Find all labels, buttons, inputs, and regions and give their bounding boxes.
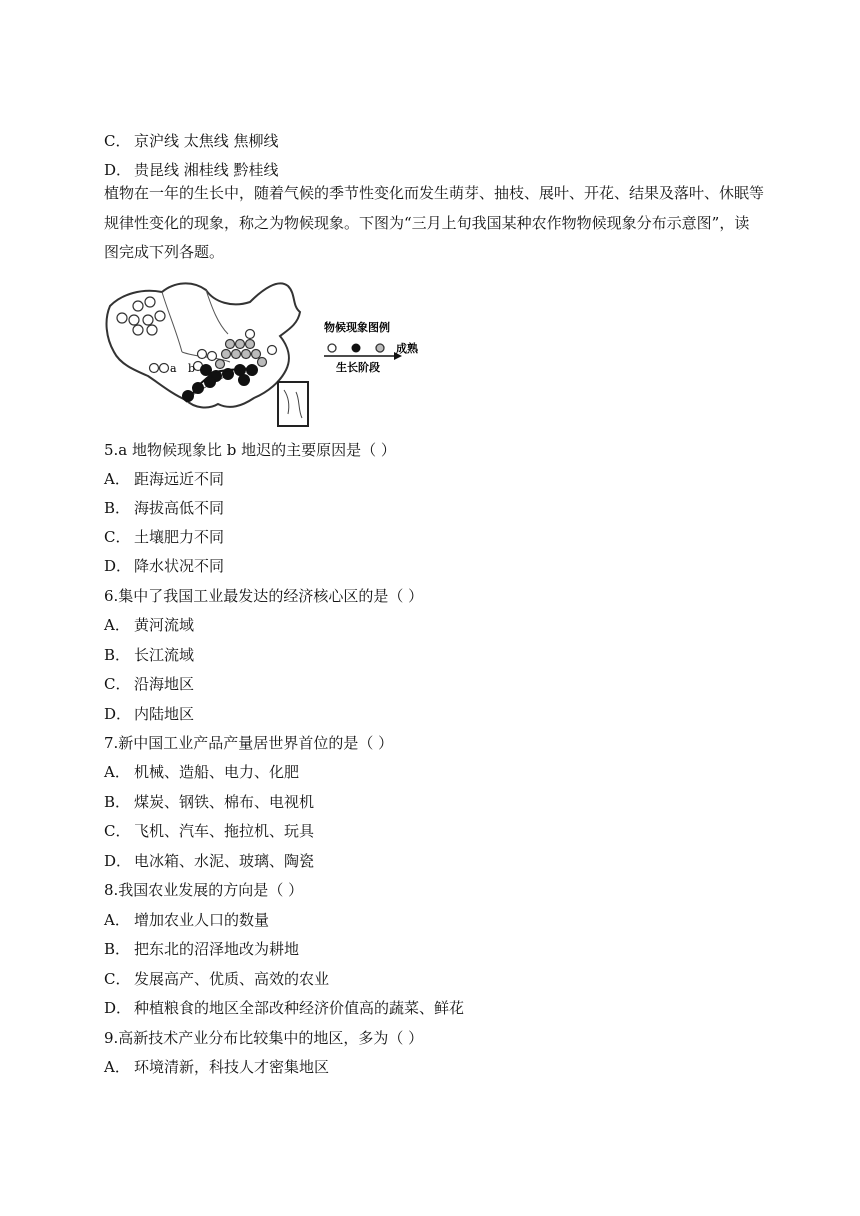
- option-letter: A．: [104, 763, 130, 781]
- option-text: 种植粮食的地区全部改种经济价值高的蔬菜、鲜花: [134, 999, 465, 1017]
- option-letter: D．: [104, 852, 132, 870]
- question-5-option-b: [104, 498, 224, 518]
- question-6-stem: 6.集中了我国工业最发达的经济核心区的是（ ）: [104, 587, 424, 605]
- option-text: 把东北的沼泽地改为耕地: [134, 940, 300, 958]
- option-letter: B．: [104, 646, 131, 664]
- option-letter: A．: [104, 616, 130, 634]
- legend-end-label: 成熟: [396, 342, 418, 355]
- question-7-option-d: [104, 851, 314, 871]
- question-7-stem: 7.新中国工业产品产量居世界首位的是（ ）: [104, 734, 394, 752]
- option-text: 机械、造船、电力、化肥: [134, 763, 300, 781]
- question-7-option-c: [104, 821, 314, 841]
- legend-open-circle: [328, 344, 336, 352]
- option-letter: D．: [104, 999, 132, 1017]
- option-letter: C．: [104, 528, 131, 546]
- option-letter: A．: [104, 470, 130, 488]
- option-text: 京沪线 太焦线 焦柳线: [134, 132, 279, 150]
- option-letter: D．: [104, 161, 132, 179]
- question-5-option-c: [104, 527, 224, 547]
- question-8-stem: 8.我国农业发展的方向是（ ）: [104, 881, 304, 899]
- option-text: 发展高产、优质、高效的农业: [134, 970, 330, 988]
- option-text: 降水状况不同: [134, 557, 225, 575]
- label-b: b: [188, 362, 196, 375]
- question-8-option-b: [104, 939, 299, 959]
- question-9-stem: 9.高新技术产业分布比较集中的地区，多为（ ）: [104, 1029, 424, 1047]
- question-5-option-d: [104, 556, 224, 576]
- option-text: 距海远近不同: [134, 470, 225, 488]
- option-text: 沿海地区: [134, 675, 195, 693]
- option-text: 电冰箱、水泥、玻璃、陶瓷: [134, 852, 315, 870]
- option-text: 土壤肥力不同: [134, 528, 225, 546]
- option-text: 环境清新，科技人才密集地区: [134, 1058, 330, 1076]
- option-d-prev: [104, 160, 279, 180]
- option-c-prev: [104, 131, 279, 151]
- option-letter: B．: [104, 940, 131, 958]
- option-letter: B．: [104, 499, 131, 517]
- question-6-option-b: [104, 645, 194, 665]
- question-8-option-c: [104, 969, 329, 989]
- legend-solid-circle: [352, 344, 361, 353]
- question-8-option-a: [104, 910, 269, 930]
- question-6-option-a: [104, 615, 194, 635]
- option-text: 黄河流域: [134, 616, 195, 634]
- option-letter: D．: [104, 557, 132, 575]
- legend-axis-label: 生长阶段: [336, 361, 380, 374]
- china-map: [102, 272, 432, 432]
- option-text: 飞机、汽车、拖拉机、玩具: [134, 822, 315, 840]
- question-6-option-d: [104, 704, 194, 724]
- south-china-sea-inset: [278, 382, 308, 426]
- legend-hatched-circle: [376, 344, 384, 352]
- option-text: 煤炭、钢铁、棉布、电视机: [134, 793, 315, 811]
- question-5-option-a: [104, 469, 224, 489]
- option-letter: B．: [104, 793, 131, 811]
- question-8-option-d: [104, 998, 464, 1018]
- legend: [324, 320, 419, 374]
- question-6-option-c: [104, 674, 194, 694]
- question-9-option-a: [104, 1057, 329, 1077]
- option-text: 增加农业人口的数量: [134, 911, 270, 929]
- question-7-option-b: [104, 792, 314, 812]
- option-text: 长江流域: [134, 646, 195, 664]
- option-text: 贵昆线 湘桂线 黔桂线: [134, 161, 279, 179]
- option-letter: A．: [104, 1058, 130, 1076]
- option-letter: A．: [104, 911, 130, 929]
- option-text: 海拔高低不同: [134, 499, 225, 517]
- option-letter: D．: [104, 705, 132, 723]
- label-a: a: [170, 362, 177, 375]
- phenology-map-figure: [102, 272, 432, 432]
- option-letter: C．: [104, 132, 131, 150]
- question-7-option-a: [104, 762, 299, 782]
- option-text: 内陆地区: [134, 705, 195, 723]
- option-letter: C．: [104, 822, 131, 840]
- legend-title: 物候现象图例: [324, 321, 390, 334]
- question-5-stem: 5.a 地物候现象比 b 地迟的主要原因是（ ）: [104, 441, 396, 459]
- option-letter: C．: [104, 675, 131, 693]
- intro-paragraph: 植物在一年的生长中，随着气候的季节性变化而发生萌芽、抽枝、展叶、开花、结果及落叶、休眠等规律性变化的现象，称之为物候现象。下图为“三月上旬我国某种农作物物候现象分布示意图”，读图完成下列各题。: [104, 184, 765, 261]
- option-letter: C．: [104, 970, 131, 988]
